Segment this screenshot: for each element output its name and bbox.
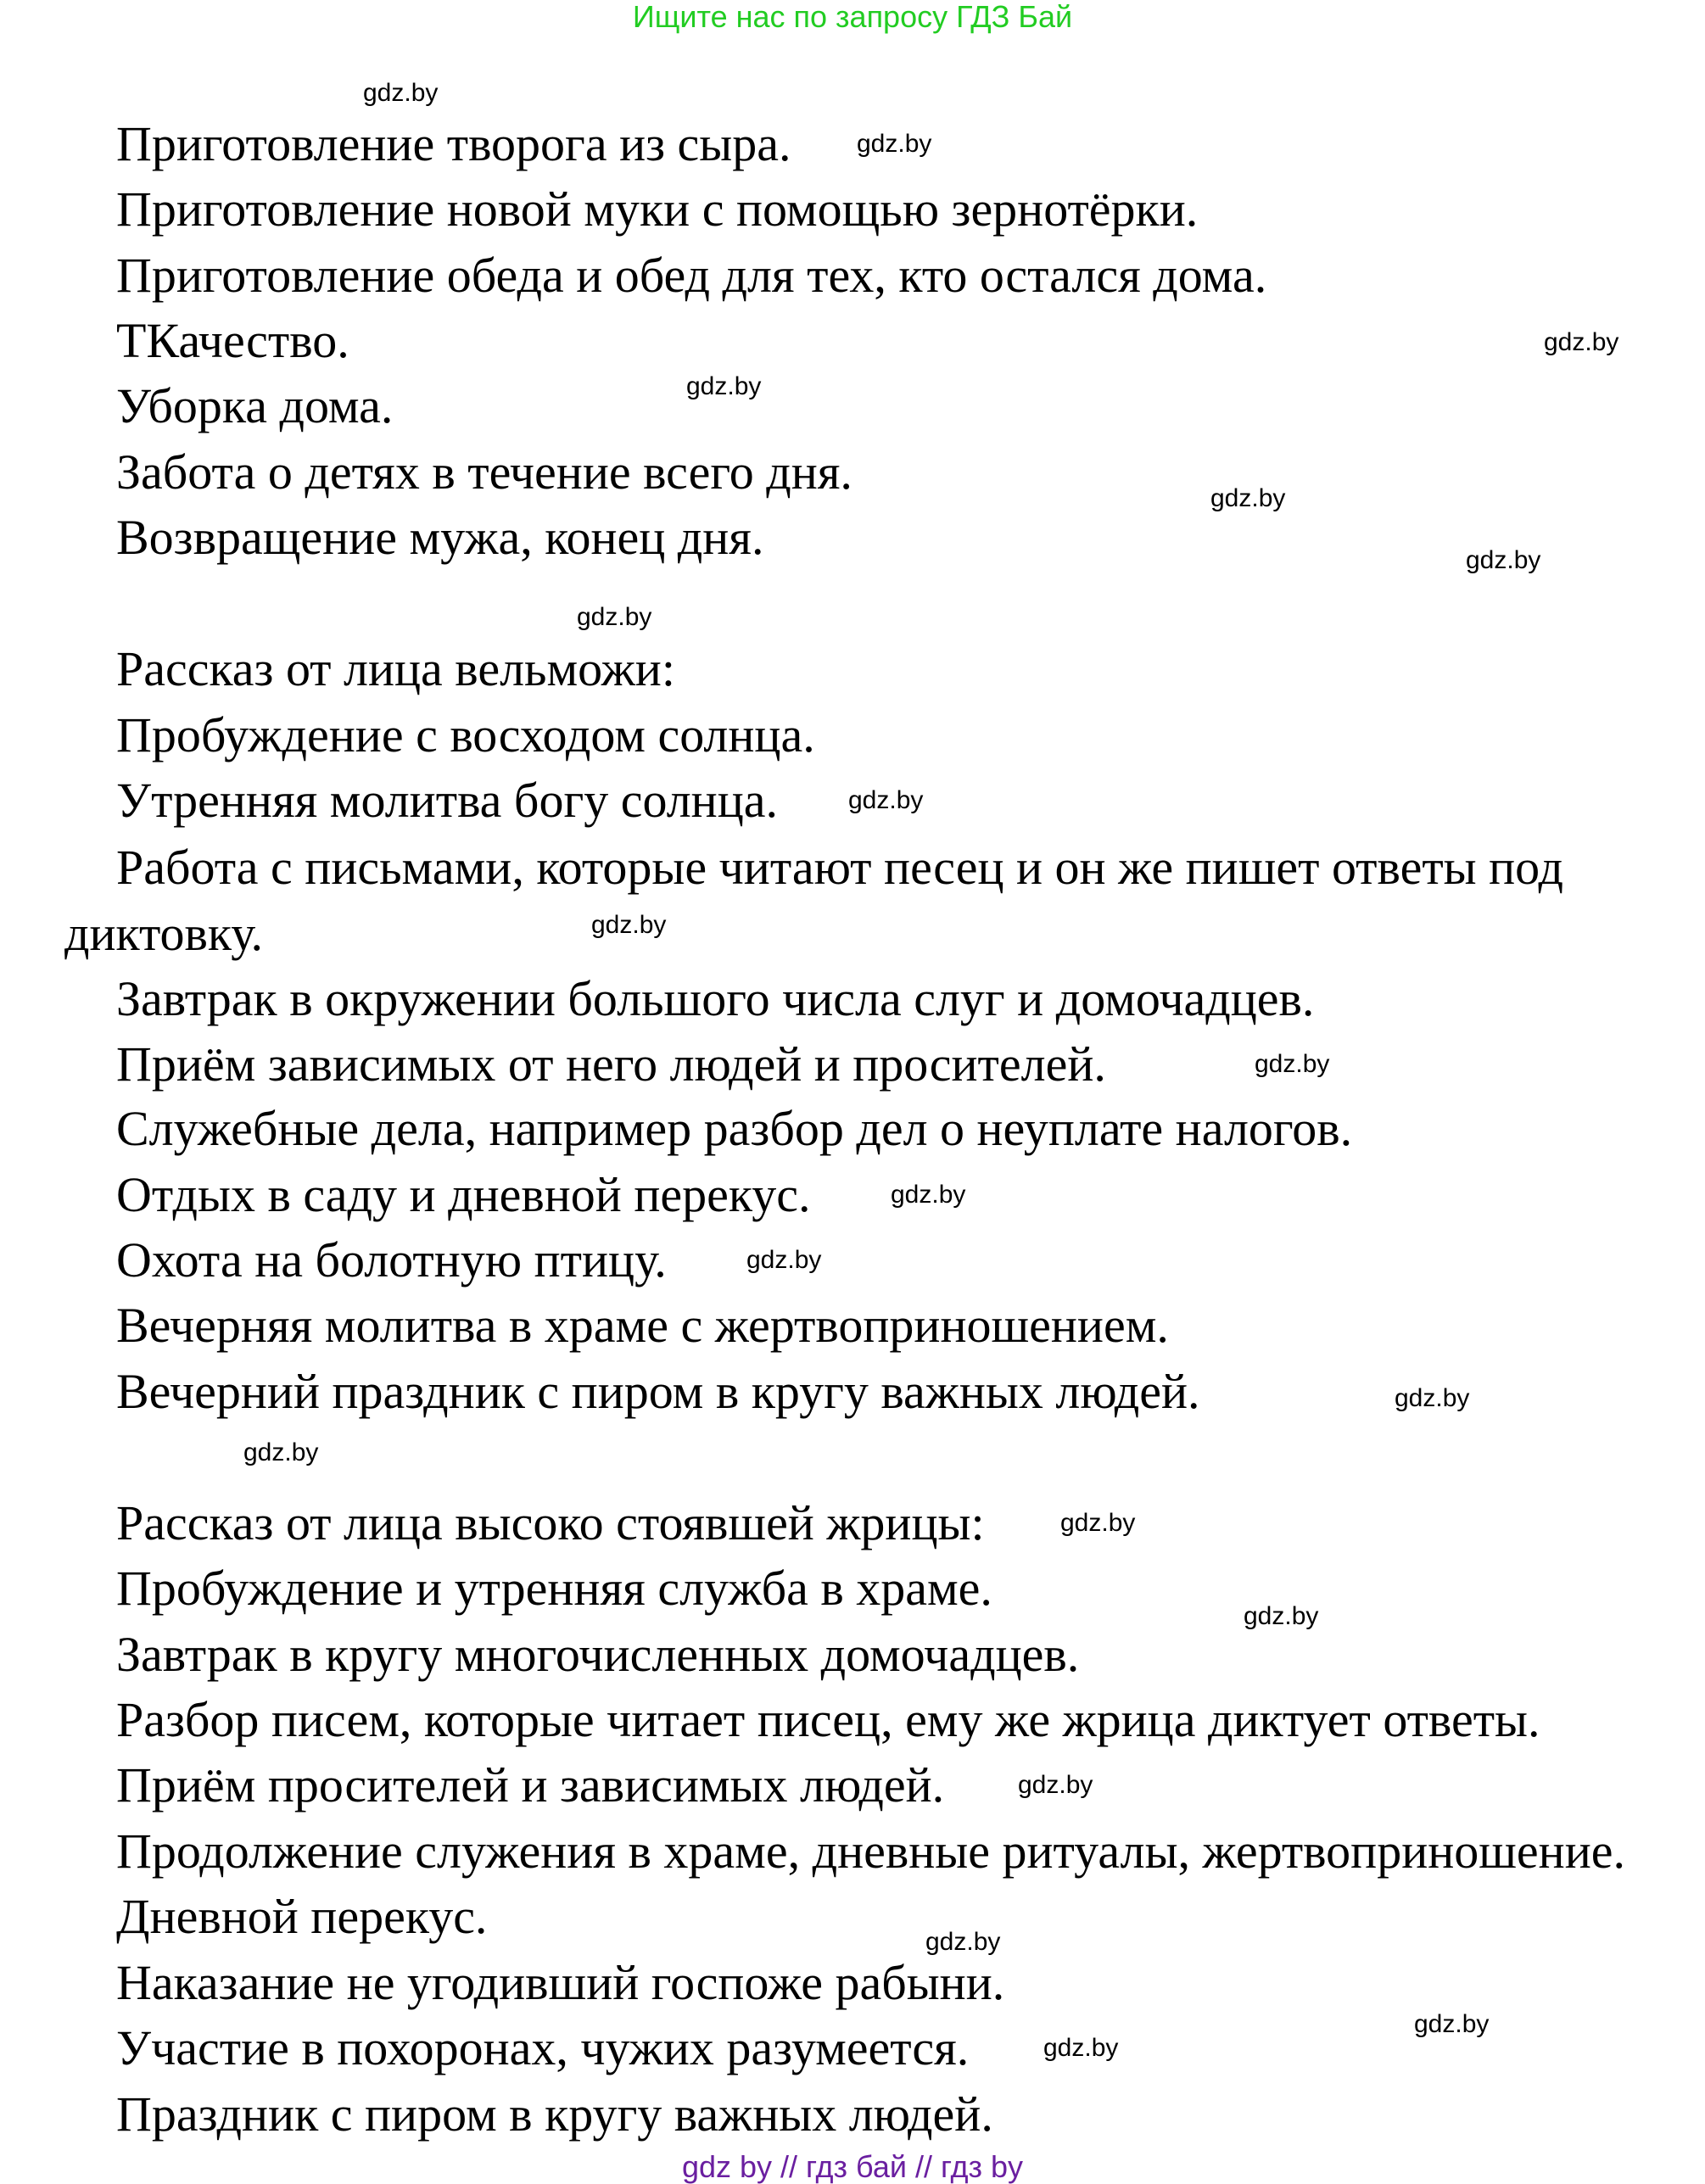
watermark: gdz.by	[1395, 1384, 1470, 1412]
watermark: gdz.by	[1414, 2010, 1490, 2038]
text-line: Приготовление творога из сыра.	[116, 116, 791, 171]
text-line: Возвращение мужа, конец дня.	[116, 510, 764, 565]
text-line: Приготовление обеда и обед для тех, кто остался дома.	[116, 248, 1267, 303]
watermark: gdz.by	[686, 372, 762, 400]
text-line: Служебные дела, например разбор дел о неуплате налогов.	[116, 1101, 1353, 1156]
text-line: Уборка дома.	[116, 378, 394, 433]
text-line: Разбор писем, которые читает писец, ему же жрица диктует ответы.	[116, 1692, 1540, 1747]
watermark: gdz.by	[1060, 1509, 1136, 1537]
text-line: Вечерняя молитва в храме с жертвоприношением.	[116, 1298, 1169, 1353]
watermark: gdz.by	[1244, 1602, 1319, 1630]
text-line: Рассказ от лица вельможи:	[116, 641, 675, 696]
text-line: Приготовление новой муки с помощью зернотёрки.	[116, 182, 1199, 237]
watermark: gdz.by	[363, 79, 439, 107]
text-line: Праздник с пиром в кругу важных людей.	[116, 2086, 993, 2142]
text-line: Забота о детях в течение всего дня.	[116, 444, 852, 500]
text-line: Рассказ от лица высоко стоявшей жрицы:	[116, 1495, 985, 1550]
text-line: ТКачество.	[116, 313, 349, 368]
text-line: Завтрак в окружении большого числа слуг и домочадцев.	[116, 971, 1315, 1026]
watermark: gdz.by	[591, 911, 667, 939]
watermark: gdz.by	[1043, 2034, 1119, 2062]
watermark: gdz.by	[577, 603, 652, 631]
watermark: gdz.by	[891, 1181, 966, 1209]
watermark: gdz.by	[243, 1438, 319, 1466]
text-line: Пробуждение и утренняя служба в храме.	[116, 1561, 992, 1616]
text-line: Дневной перекус.	[116, 1889, 488, 1944]
watermark: gdz.by	[1466, 546, 1541, 574]
text-line: Вечерний праздник с пиром в кругу важных людей.	[116, 1364, 1200, 1419]
text-line: Наказание не угодивший госпоже рабыни.	[116, 1955, 1005, 2010]
watermark: gdz.by	[1255, 1050, 1330, 1078]
text-line: Пробуждение с восходом солнца.	[116, 707, 815, 762]
text-line: Приём зависимых от него людей и просителей.	[116, 1036, 1106, 1092]
text-line: Приём просителей и зависимых людей.	[116, 1757, 945, 1813]
text-line: Участие в похоронах, чужих разумеется.	[116, 2020, 970, 2075]
text-line: Работа с письмами, которые читают песец и он же пишет ответы под	[116, 840, 1564, 895]
text-line: Отдых в саду и дневной перекус.	[116, 1167, 811, 1222]
watermark: gdz.by	[857, 130, 932, 158]
watermark: gdz.by	[1210, 484, 1286, 512]
text-line: Охота на болотную птицу.	[116, 1232, 667, 1287]
watermark: gdz.by	[1018, 1771, 1093, 1799]
text-line: Завтрак в кругу многочисленных домочадцев.	[116, 1627, 1080, 1682]
footer-watermark: gdz by // гдз бай // гдз by	[681, 2149, 1024, 2184]
text-line: Продолжение служения в храме, дневные ритуалы, жертвоприношение.	[116, 1824, 1625, 1879]
text-line: Утренняя молитва богу солнца.	[116, 773, 778, 828]
watermark: gdz.by	[1544, 328, 1619, 356]
watermark: gdz.by	[848, 786, 924, 814]
search-hint-banner: Ищите нас по запросу ГДЗ Бай	[632, 0, 1073, 34]
watermark: gdz.by	[925, 1928, 1001, 1956]
watermark: gdz.by	[746, 1246, 822, 1274]
text-line: диктовку.	[64, 906, 263, 961]
